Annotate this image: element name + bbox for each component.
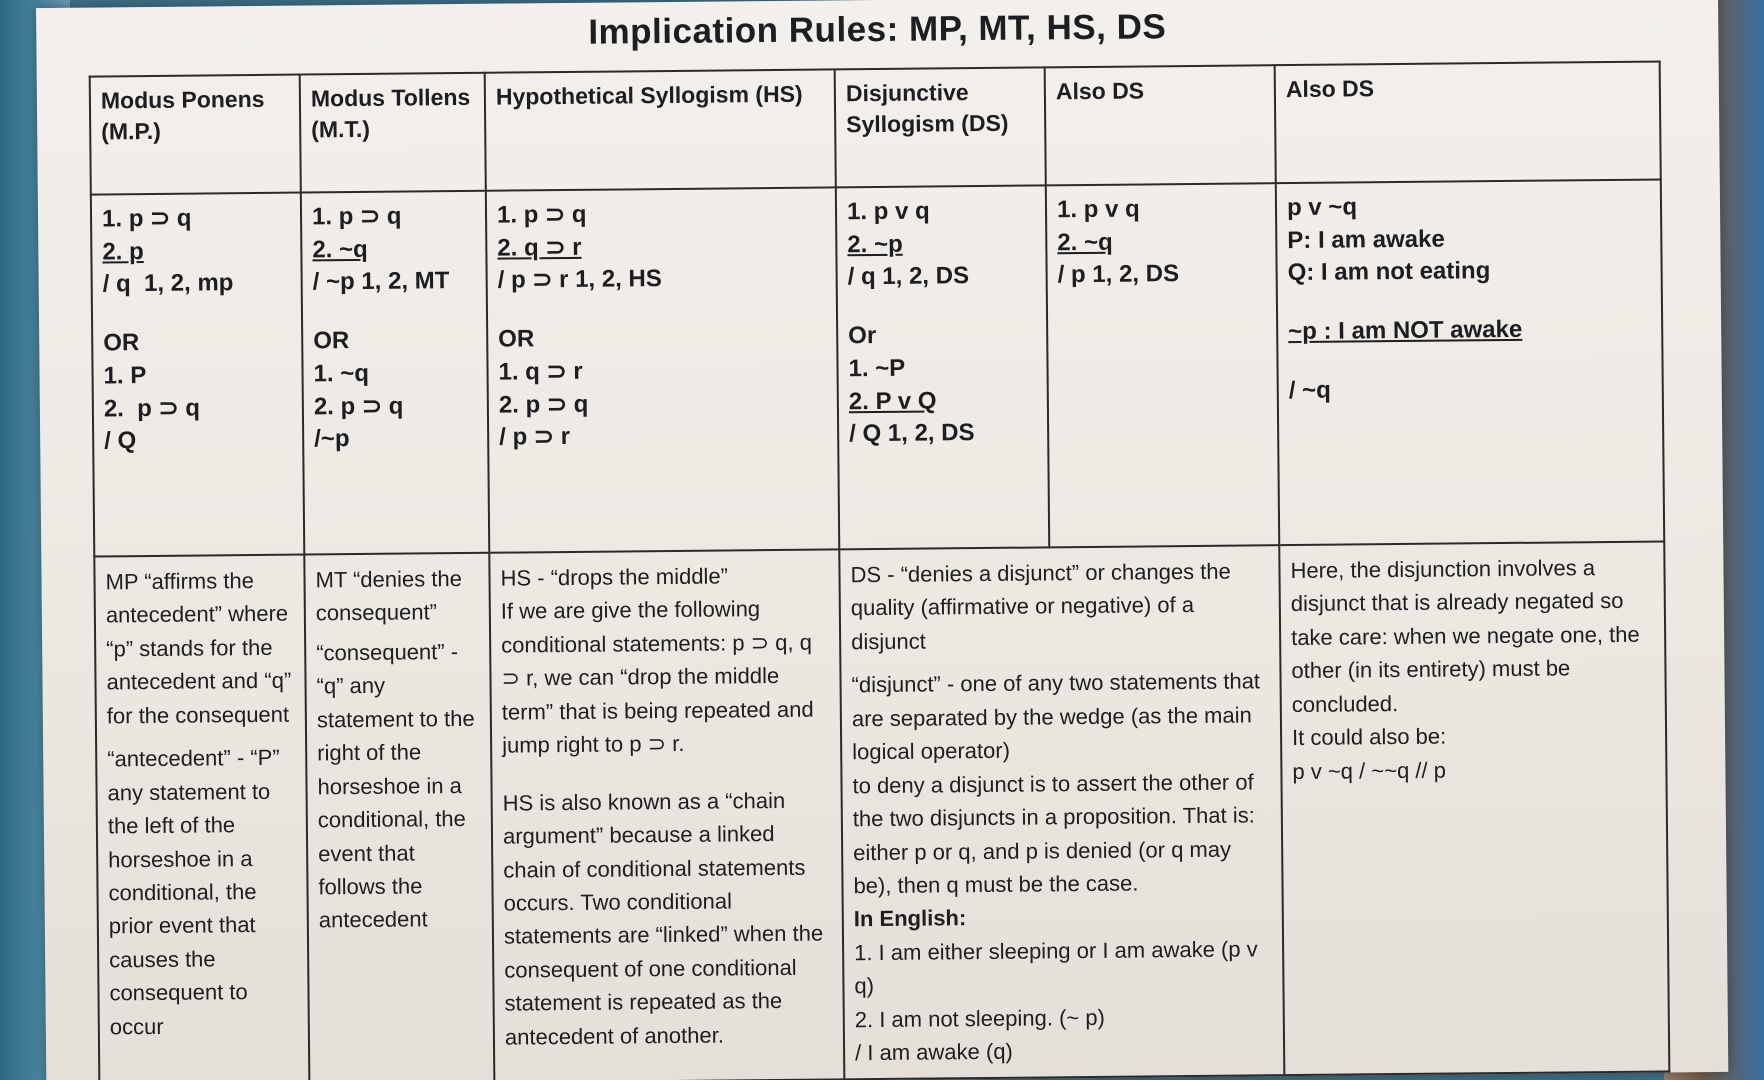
form-line: 2. p ⊃ q <box>498 390 589 419</box>
form-line: 1. p v q <box>1056 195 1140 224</box>
form-line: 2. q ⊃ r <box>497 233 582 262</box>
note-heading: In English: <box>853 905 967 932</box>
also-ds-form-cell-1 <box>1046 183 1279 547</box>
form-line: 1. p ⊃ q <box>496 200 587 229</box>
note-paragraph: If we are give the following conditional statements: p ⊃ q, q ⊃ r, we can “drop the middle term” that is being repeated and jump right to p ⊃ r. <box>500 596 814 758</box>
form-line: 1. p ⊃ q <box>311 202 402 231</box>
form-line: 1. ~q <box>313 359 370 388</box>
form-line: / ~p 1, 2, MT <box>312 267 450 296</box>
note-paragraph: “antecedent” - “P” any statement to the left of the horseshoe in a conditional, the prior event that causes the consequent to occur <box>107 744 280 1040</box>
form-line: OR <box>313 327 350 355</box>
implication-rules-table <box>89 60 1671 1080</box>
form-line: 2. ~q <box>1057 228 1113 256</box>
note-paragraph: HS - “drops the middle” <box>500 563 729 591</box>
note-paragraph: It could also be: <box>1291 723 1447 751</box>
form-line: 2. P v Q <box>848 386 937 415</box>
form-line: / ~q <box>1288 376 1331 405</box>
form-line: / p ⊃ r 1, 2, HS <box>497 265 662 294</box>
note-paragraph: HS is also known as a “chain argument” because a linked chain of conditional statements occurs. Two conditional statements are “linked” when the consequent of one conditional statement is repeated as the antecedent of another. <box>502 787 824 1050</box>
hs-form-cell <box>486 187 839 552</box>
form-line: ~p : I am NOT awake <box>1288 316 1523 346</box>
also-ds-form-cell-2 <box>1276 179 1664 545</box>
mp-notes-cell <box>94 555 309 1080</box>
form-line: 2. ~q <box>312 235 368 264</box>
form-line: 2. p ⊃ q <box>103 394 201 422</box>
form-line: 1. q ⊃ r <box>498 357 583 386</box>
note-paragraph: MP “affirms the antecedent” where “p” stands for the antecedent and “q” for the consequent <box>105 568 292 729</box>
note-paragraph: “consequent” - “q” any statement to the right of the horseshoe in a conditional, the event that follows the antecedent <box>316 638 475 933</box>
form-line: 2. p ⊃ q <box>313 392 404 420</box>
form-line: OR <box>498 325 535 353</box>
form-line: Or <box>848 322 877 350</box>
form-line: 1. P <box>103 361 147 390</box>
note-paragraph: 2. I am not sleeping. (~ p) <box>854 1004 1105 1032</box>
note-paragraph: DS - “denies a disjunct” or changes the quality (affirmative or negative) of a disjunct <box>850 558 1231 655</box>
form-line: 2. p <box>102 237 144 266</box>
header-disjunctive-syllogism: Disjunctive Syllogism (DS) <box>835 67 1046 187</box>
header-row <box>90 61 1661 194</box>
form-line: / q 1, 2, DS <box>847 262 970 291</box>
form-line: /~p <box>314 425 350 453</box>
note-paragraph: / I am awake (q) <box>854 1038 1013 1066</box>
header-also-ds-1: Also DS <box>1045 65 1276 185</box>
note-paragraph: “disjunct” - one of any two statements that are separated by the wedge (as the main logical operator) <box>851 668 1261 765</box>
document-title: Implication Rules: MP, MT, HS, DS <box>588 7 1167 52</box>
header-modus-tollens: Modus Tollens (M.T.) <box>300 73 486 193</box>
mp-form-cell <box>91 193 304 557</box>
mt-form-cell <box>301 191 489 555</box>
handout-paper <box>36 0 1728 1080</box>
form-line: 1. ~P <box>848 354 906 383</box>
form-line: / Q <box>104 427 137 455</box>
form-line: Q: I am not eating <box>1287 257 1491 287</box>
form-line: / Q 1, 2, DS <box>849 419 975 448</box>
note-paragraph: MT “denies the consequent” <box>315 566 462 626</box>
form-line: p v ~q <box>1286 193 1358 222</box>
form-line: 2. ~p <box>847 230 903 258</box>
form-line: 1. p v q <box>846 197 930 226</box>
note-paragraph: p v ~q / ~~q // p <box>1292 757 1447 784</box>
form-line: 1. p ⊃ q <box>101 204 192 233</box>
hs-notes-cell <box>489 549 844 1080</box>
header-modus-ponens: Modus Ponens (M.P.) <box>90 75 301 195</box>
ds-notes-cell <box>839 545 1284 1079</box>
ds-form-cell <box>836 185 1049 549</box>
header-also-ds-2: Also DS <box>1275 61 1661 183</box>
form-line: / p 1, 2, DS <box>1057 260 1180 289</box>
note-paragraph: 1. I am either sleeping or I am awake (p v q) <box>854 936 1258 999</box>
form-line: OR <box>103 329 140 357</box>
note-paragraph: to deny a disjunct is to assert the other of the two disjuncts in a proposition. That is: either p or q, and p is denied (or q may be), then q must be the case. <box>852 769 1255 899</box>
form-line: / q 1, 2, mp <box>102 269 234 298</box>
mt-notes-cell <box>304 553 494 1080</box>
header-hypothetical-syllogism: Hypothetical Syllogism (HS) <box>485 69 836 190</box>
note-paragraph: Here, the disjunction involves a disjunct that is already negated so take care: when we negate one, the other (in its entirety) must be concluded. <box>1290 555 1640 717</box>
argument-form-row <box>91 179 1664 556</box>
also-ds-notes-cell <box>1279 541 1669 1075</box>
explanation-row <box>94 541 1669 1080</box>
form-line: P: I am awake <box>1287 225 1445 254</box>
form-line: / p ⊃ r <box>499 423 571 451</box>
